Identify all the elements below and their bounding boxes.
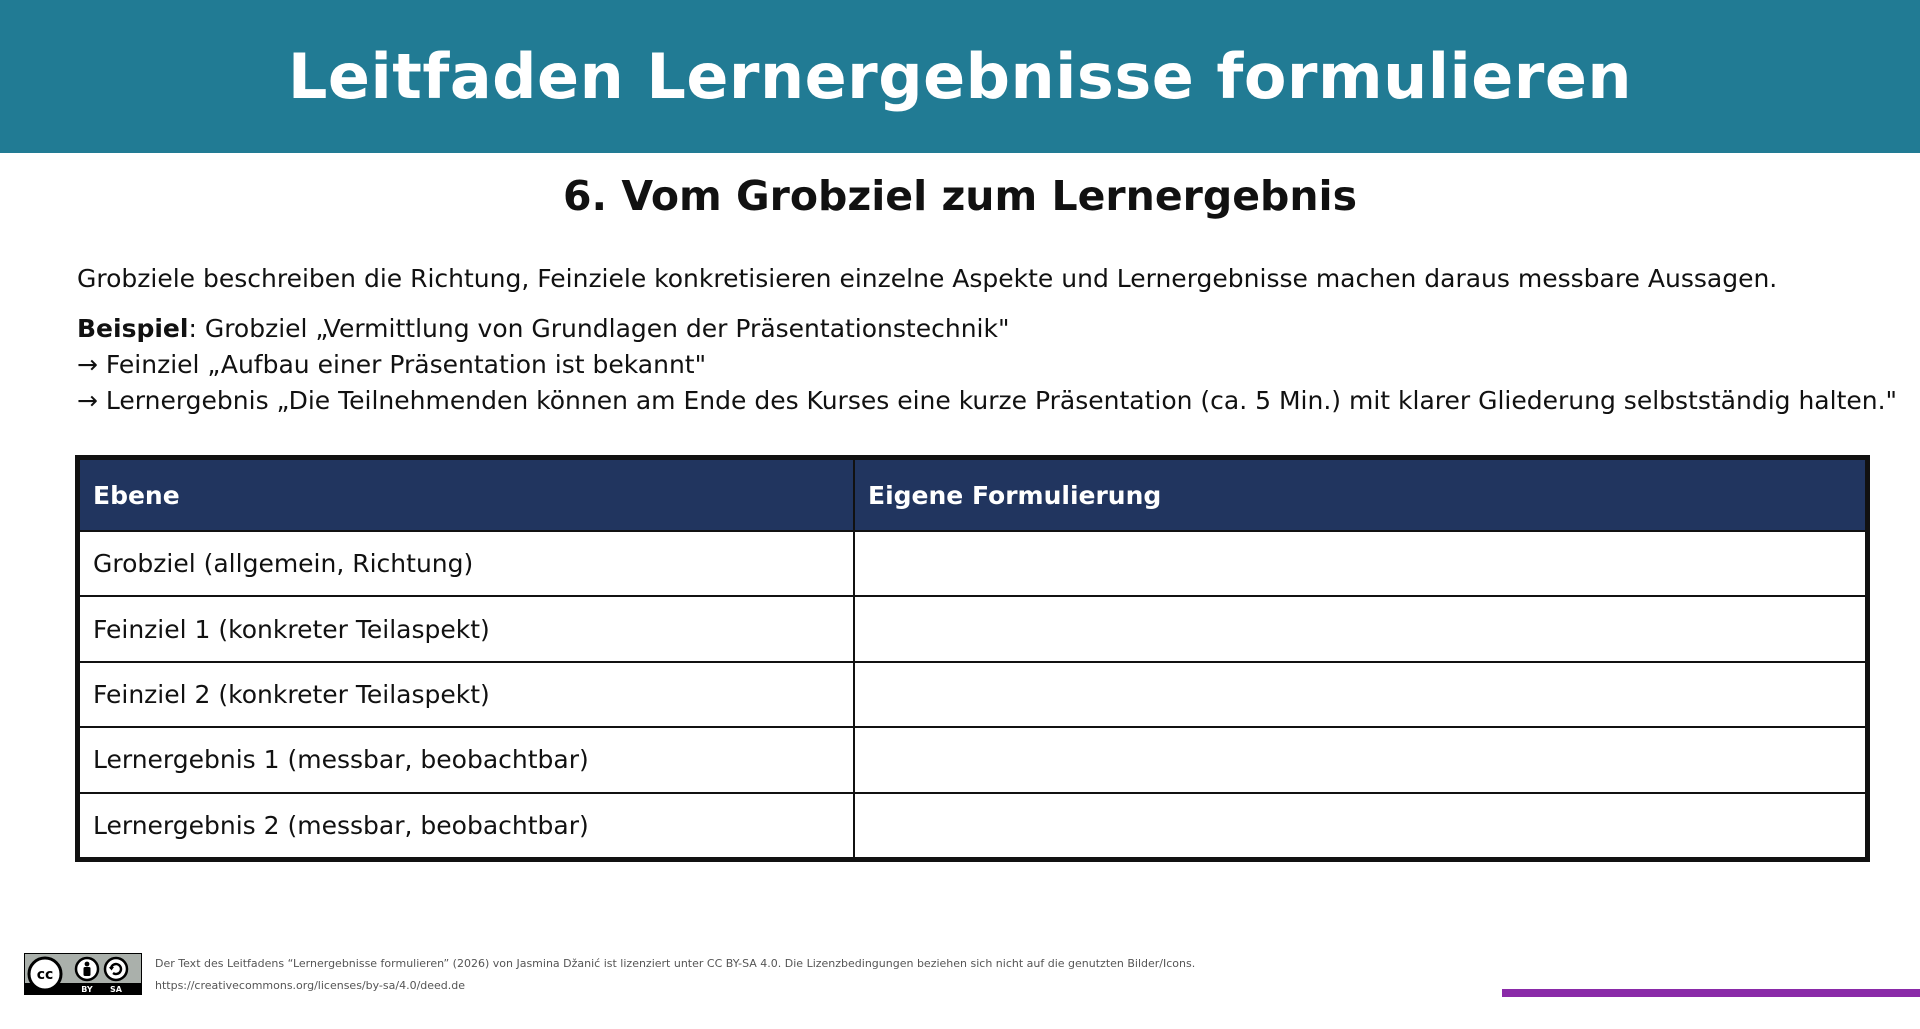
license-link[interactable]: https://creativecommons.org/licenses/by-sa/4.0/deed.de bbox=[155, 979, 466, 992]
accent-bar bbox=[1502, 989, 1920, 997]
title-banner bbox=[0, 0, 1920, 153]
example-line-2: → Feinziel „Aufbau einer Präsentation ist bekannt" bbox=[77, 350, 707, 379]
share-alike-icon bbox=[105, 958, 127, 980]
sa-label: SA bbox=[110, 985, 122, 994]
cc-by-sa-icon[interactable] bbox=[24, 953, 142, 995]
example-line-3: → Lernergebnis „Die Teilnehmenden können am Ende des Kurses eine kurze Präsentation (ca. 5 Min.) mit klarer Gliederung selbstständig halten." bbox=[77, 386, 1898, 415]
table-row bbox=[79, 727, 1866, 792]
cell-level: Feinziel 2 (konkreter Teilaspekt) bbox=[79, 662, 854, 727]
worksheet-table-wrapper bbox=[75, 455, 1870, 862]
table-header-row bbox=[79, 459, 1866, 531]
example-grobziel: : Grobziel „Vermittlung von Grundlagen der Präsentationstechnik" bbox=[188, 314, 1010, 343]
cell-formulation[interactable] bbox=[854, 727, 1866, 792]
table-row bbox=[79, 531, 1866, 596]
table-row bbox=[79, 596, 1866, 661]
cc-mark: cc bbox=[36, 967, 54, 983]
cell-formulation[interactable] bbox=[854, 531, 1866, 596]
section-title: 6. Vom Grobziel zum Lernergebnis bbox=[562, 172, 1358, 220]
license-badge-graphic bbox=[25, 954, 141, 994]
cell-formulation[interactable] bbox=[854, 662, 1866, 727]
column-header-formulation: Eigene Formulierung bbox=[854, 459, 1866, 531]
cell-level: Grobziel (allgemein, Richtung) bbox=[79, 531, 854, 596]
table-row bbox=[79, 662, 1866, 727]
page-title: Leitfaden Lernergebnisse formulieren bbox=[287, 40, 1633, 113]
cell-level: Lernergebnis 1 (messbar, beobachtbar) bbox=[79, 727, 854, 792]
cell-formulation[interactable] bbox=[854, 793, 1866, 858]
table-row bbox=[79, 793, 1866, 858]
by-label: BY bbox=[81, 985, 93, 994]
example-line-1 bbox=[77, 314, 1877, 343]
worksheet-table bbox=[78, 458, 1867, 859]
example-label: Beispiel bbox=[77, 314, 189, 343]
column-header-level: Ebene bbox=[79, 459, 854, 531]
license-text: Der Text des Leitfadens “Lernergebnisse formulieren” (2026) von Jasmina Džanić ist lizenziert unter CC BY-SA 4.0. Die Lizenzbedingungen beziehen sich nicht auf die genutzten Bilder/Icons. bbox=[155, 957, 1196, 970]
cell-level: Lernergebnis 2 (messbar, beobachtbar) bbox=[79, 793, 854, 858]
cell-formulation[interactable] bbox=[854, 596, 1866, 661]
cell-level: Feinziel 1 (konkreter Teilaspekt) bbox=[79, 596, 854, 661]
intro-paragraph: Grobziele beschreiben die Richtung, Feinziele konkretisieren einzelne Aspekte und Lernergebnisse machen daraus messbare Aussagen. bbox=[77, 264, 1778, 293]
